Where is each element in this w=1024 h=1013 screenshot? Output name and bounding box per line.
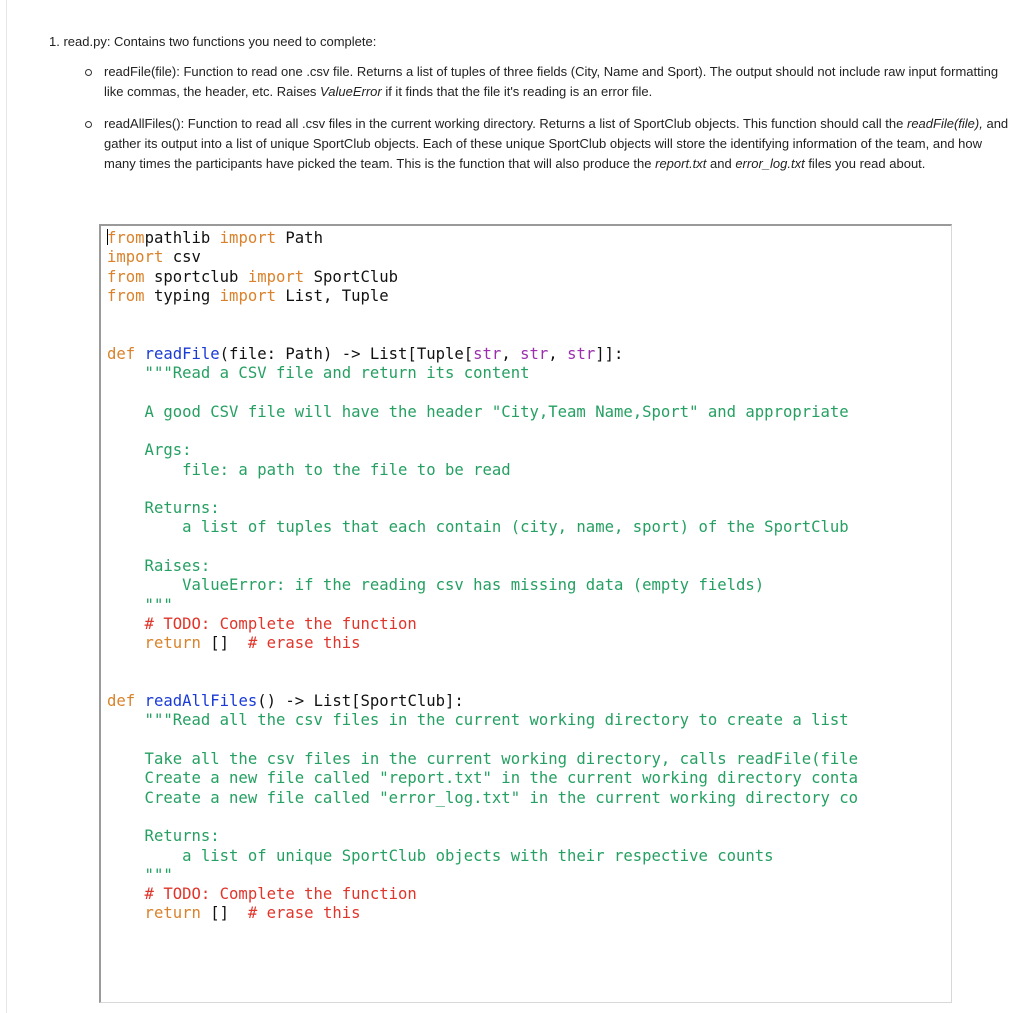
code-editor[interactable] [99, 224, 952, 1003]
code-line [107, 904, 858, 923]
code-line [107, 615, 858, 634]
emphasis-text: error_log.txt [735, 156, 805, 171]
code-line [107, 248, 858, 267]
text-run: readFile(file): Function to read one .csv file. Returns a list of tuples of three fields (City, Name and Sport). The output should not include raw input formatting like commas, the header, etc. Raises [104, 64, 999, 99]
code-line [107, 422, 858, 441]
code-token: def [107, 692, 136, 711]
text-run: readAllFiles(): Function to read all .csv files in the current working directory. Returns a list of SportClub objects. This function should call the [104, 116, 907, 131]
code-line [107, 306, 858, 325]
code-line [107, 750, 858, 769]
code-listing [107, 229, 858, 924]
code-line [107, 789, 858, 808]
text-run: if it finds that the file it's reading is an error file. [381, 84, 653, 99]
code-line [107, 403, 858, 422]
code-token: import [219, 229, 277, 247]
bullet-readfile [85, 62, 1015, 102]
code-token: () -> List[SportClub]: [257, 692, 464, 711]
code-token: A good CSV file will have the header "City,Team Name,Sport" and appropriate [107, 402, 849, 421]
code-token: Path [276, 229, 323, 247]
code-token: [] [200, 634, 248, 653]
code-token: file: a path to the file to be read [107, 460, 511, 479]
code-line [107, 325, 858, 344]
code-token: readFile [144, 344, 220, 363]
code-line [107, 827, 858, 846]
code-token: Returns: [107, 827, 220, 846]
code-token: Take all the csv files in the current working directory, calls readFile(file [107, 750, 859, 769]
code-token: typing [144, 286, 220, 305]
code-line [107, 808, 858, 827]
code-token: Returns: [107, 499, 220, 518]
code-token: List, Tuple [276, 286, 389, 305]
code-token: return [107, 904, 201, 923]
code-line [107, 769, 858, 788]
bullet-readallfiles [85, 114, 1015, 174]
item-title: 1. read.py: Contains two functions you need to complete: [49, 34, 377, 49]
code-line [107, 634, 858, 653]
code-line [107, 596, 858, 615]
code-token: Create a new file called "report.txt" in the current working directory conta [107, 769, 859, 788]
code-token: from [107, 229, 145, 247]
code-token: a list of unique SportClub objects with their respective counts [107, 846, 774, 865]
code-token: return [107, 634, 201, 653]
code-line [107, 538, 858, 557]
code-token: # erase this [247, 904, 361, 923]
code-token: import [107, 248, 164, 267]
bullet-circle-icon [85, 69, 92, 76]
bullet-text [104, 116, 1008, 171]
code-token: import [219, 286, 277, 305]
code-token: ]]: [595, 344, 624, 363]
code-line [107, 268, 858, 287]
code-token: """ [107, 595, 173, 614]
code-token: readAllFiles [144, 692, 258, 711]
code-token: str [520, 344, 549, 363]
code-line [107, 345, 858, 364]
code-token: Args: [107, 441, 192, 460]
code-token [135, 692, 144, 710]
code-token: str [567, 344, 596, 363]
document-page [6, 0, 1024, 1013]
code-line [107, 461, 858, 480]
emphasis-text: ValueError [320, 84, 382, 99]
code-token: """Read a CSV file and return its content [107, 364, 530, 383]
code-line [107, 711, 858, 730]
emphasis-text: readFile(file), [907, 116, 983, 131]
code-line [107, 441, 858, 460]
code-token: csv [163, 248, 201, 267]
code-token: , [501, 344, 521, 363]
code-line [107, 673, 858, 692]
code-line [107, 731, 858, 750]
code-line [107, 866, 858, 885]
text-run: and gather its output into a list of unique SportClub objects. Each of these unique SportClub objects will store the identifying information of the team, and how many times the participants have picked the team. This is the function that will also produce the [104, 116, 1009, 171]
text-run: files you read about. [804, 156, 926, 171]
code-token: a list of tuples that each contain (city, name, sport) of the SportClub [107, 518, 849, 537]
code-token: from [107, 286, 145, 305]
code-token: import [247, 267, 305, 286]
code-token: # TODO: Complete the function [107, 614, 417, 633]
code-line [107, 654, 858, 673]
code-line [107, 576, 858, 595]
code-line [107, 364, 858, 383]
code-token: sportclub [144, 267, 248, 286]
code-token: # TODO: Complete the function [107, 885, 417, 904]
code-line [107, 518, 858, 537]
bullet-list [85, 62, 1015, 186]
code-line [107, 287, 858, 306]
code-token: """Read all the csv files in the current working directory to create a list [107, 711, 849, 730]
code-line [107, 229, 858, 248]
code-token: """ [107, 865, 173, 884]
code-line [107, 885, 858, 904]
code-line [107, 499, 858, 518]
code-token: def [107, 344, 136, 363]
code-token: from [107, 267, 145, 286]
code-token: Raises: [107, 557, 211, 576]
code-line [107, 557, 858, 576]
code-token: SportClub [304, 267, 399, 286]
code-line [107, 847, 858, 866]
bullet-circle-icon [85, 121, 92, 128]
code-token [135, 345, 144, 363]
code-token: str [473, 344, 502, 363]
bullet-text [104, 64, 998, 99]
code-line [107, 383, 858, 402]
emphasis-text: report.txt [655, 156, 707, 171]
code-line [107, 692, 858, 711]
code-token: Create a new file called "error_log.txt" in the current working directory co [107, 788, 859, 807]
code-token: (file: Path) -> List[Tuple[ [219, 344, 474, 363]
code-token: pathlib [144, 229, 220, 247]
code-token: ValueError: if the reading csv has missing data (empty fields) [107, 576, 765, 595]
code-token: , [548, 344, 568, 363]
code-line [107, 480, 858, 499]
text-run: and [706, 156, 736, 171]
code-token: # erase this [247, 634, 361, 653]
code-token: [] [200, 904, 248, 923]
